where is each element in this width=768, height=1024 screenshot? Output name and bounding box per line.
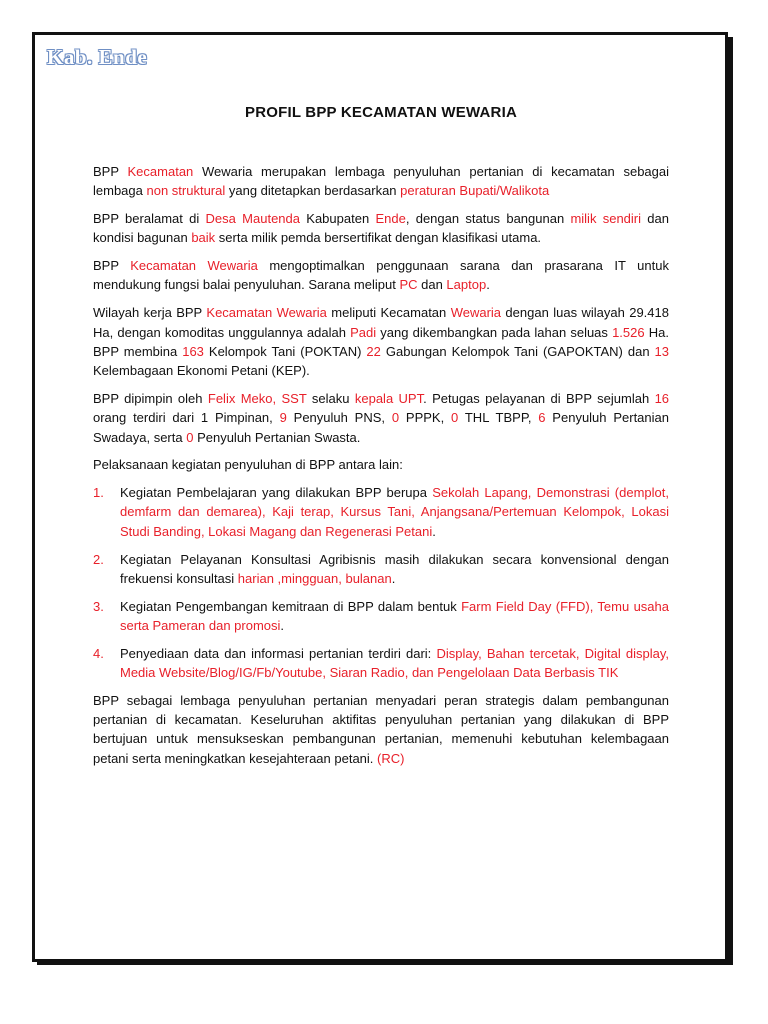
watermark-label: Kab. Ende — [47, 45, 148, 69]
highlight-run: 16 — [654, 390, 670, 406]
paragraph-work-area — [93, 303, 669, 380]
paragraph-staff — [93, 389, 669, 447]
list-number: 4. — [93, 645, 104, 661]
paragraph-closing — [93, 691, 669, 768]
paragraph-intro — [93, 162, 669, 201]
highlight-run: Desa Mautenda — [205, 211, 300, 227]
list-item — [93, 644, 669, 683]
list-number: 2. — [93, 551, 104, 567]
highlight-run: Felix Meko, SST — [207, 390, 307, 406]
text-run: orang terdiri dari 1 Pimpinan, — [93, 410, 280, 426]
text-run: BPP — [93, 258, 131, 274]
highlight-run: Wewaria — [450, 305, 502, 321]
text-run: Penyuluh Pertanian Swasta. — [193, 429, 361, 445]
text-run: Wewaria merupakan lembaga penyuluhan pertanian di kecamatan sebagai lembaga — [93, 164, 669, 199]
activities-list — [93, 483, 669, 682]
highlight-run: Display, Bahan tercetak, Digital display, Media Website/Blog/IG/Fb/Youtube, Siaran Radio, dan Pengelolaan Data Berbasis TIK — [120, 645, 670, 681]
highlight-run: harian ,mingguan, bulanan — [237, 570, 392, 586]
highlight-run: 22 — [366, 343, 381, 359]
text-run: Kelembagaan Ekonomi Petani (KEP). — [93, 363, 310, 379]
text-run: Kegiatan Pembelajaran yang dilakukan BPP berupa — [120, 485, 433, 501]
text-run: dengan luas wilayah 29.418 Ha, dengan komoditas unggulannya adalah — [93, 305, 669, 340]
text-run: selaku — [306, 390, 355, 406]
highlight-run: Ende — [375, 211, 406, 227]
text-run: meliputi Kecamatan — [326, 305, 451, 321]
text-run: . — [486, 277, 490, 293]
text-run: Ha. BPP membina — [93, 324, 669, 359]
text-run: Kabupaten — [300, 211, 376, 227]
text-run: BPP — [93, 164, 128, 179]
highlight-run: Kecamatan — [127, 164, 194, 179]
highlight-run: non struktural — [146, 183, 226, 199]
text-run: yang dikembangkan pada lahan seluas — [376, 324, 613, 340]
list-number: 3. — [93, 598, 104, 614]
highlight-run: kepala UPT — [354, 390, 424, 406]
highlight-run: 163 — [182, 343, 204, 359]
text-run: BPP sebagai lembaga penyuluhan pertanian menyadari peran strategis dalam pembangunan pertanian di kecamatan. Keseluruhan aktifitas penyuluhan pertanian yang dilakukan di BPP bertujuan untuk mensukseskan pembangunan pertanian, memenuhi kebutuhan kelembagaan petani serta meningkatkan kesejahteraan petani. — [93, 692, 669, 766]
highlight-run: 6 — [538, 410, 546, 426]
highlight-run: Padi — [350, 324, 377, 340]
highlight-run: Farm Field Day (FFD), Temu usaha serta Pameran dan promosi — [120, 598, 669, 633]
list-item — [93, 550, 669, 589]
list-number: 1. — [93, 485, 104, 501]
text-run: Penyediaan data dan informasi pertanian terdiri dari: — [120, 645, 437, 661]
page-border-shadow-bottom — [37, 959, 733, 965]
text-run: . — [280, 617, 285, 633]
highlight-run: 0 — [186, 429, 194, 445]
text-run: serta milik pemda bersertifikat dengan klasifikasi utama. — [215, 230, 542, 246]
document-body — [93, 162, 669, 777]
list-item — [93, 597, 669, 636]
highlight-run: peraturan Bupati/Walikota — [400, 183, 550, 199]
highlight-run: PC — [399, 277, 418, 293]
text-run: Penyuluh PNS, — [286, 410, 392, 426]
text-run: Gabungan Kelompok Tani (GAPOKTAN) dan — [380, 343, 655, 359]
paragraph-activities-intro: Pelaksanaan kegiatan penyuluhan di BPP antara lain: — [93, 457, 403, 473]
text-run: dan — [417, 277, 447, 293]
page-border-shadow-right — [727, 37, 733, 965]
text-run: Wilayah kerja BPP — [93, 305, 207, 321]
text-run: THL TBPP, — [458, 410, 539, 426]
text-run: BPP beralamat di — [93, 211, 206, 227]
paragraph-address — [93, 209, 669, 248]
highlight-run: milik sendiri — [570, 211, 642, 227]
page-title: PROFIL BPP KECAMATAN WEWARIA — [245, 104, 517, 121]
text-run: , dengan status bangunan — [405, 211, 571, 227]
text-run: Kegiatan Pengembangan kemitraan di BPP dalam bentuk — [120, 598, 462, 614]
text-run: dan kondisi bagunan — [93, 211, 669, 246]
text-run: BPP dipimpin oleh — [93, 390, 208, 406]
text-run: PPPK, — [399, 410, 452, 426]
highlight-run: 0 — [451, 410, 459, 426]
text-run: Kelompok Tani (POKTAN) — [203, 343, 367, 359]
highlight-run: Laptop — [446, 277, 487, 293]
text-run: . Petugas pelayanan di BPP sejumlah — [423, 390, 655, 406]
highlight-run: Sekolah Lapang, Demonstrasi (demplot, demfarm dan demarea), Kaji terap, Kursus Tani, Anjangsana/Pertemuan Kelompok, Lokasi Studi Banding, Lokasi Magang dan Regenerasi Petani — [120, 485, 669, 539]
highlight-run: 0 — [391, 410, 400, 426]
paragraph-facilities — [93, 256, 669, 295]
highlight-run: 1.526 — [612, 324, 645, 340]
highlight-run: Kecamatan Wewaria — [206, 305, 327, 321]
text-run: Kegiatan Pelayanan Konsultasi Agribisnis masih dilakukan secara konvensional dengan frekuensi konsultasi — [120, 551, 669, 586]
text-run: . — [432, 523, 436, 539]
text-run: mengoptimalkan penggunaan sarana dan prasarana IT untuk mendukung fungsi balai penyuluhan. Sarana meliput — [93, 258, 669, 293]
highlight-run: Kecamatan Wewaria — [130, 258, 258, 274]
text-run: yang ditetapkan berdasarkan — [225, 183, 401, 199]
highlight-run: baik — [191, 230, 216, 246]
list-item — [93, 483, 669, 541]
highlight-run: 9 — [279, 410, 287, 426]
highlight-run: 13 — [654, 343, 670, 359]
text-run: . — [391, 570, 396, 586]
text-run: Penyuluh Pertanian Swadaya, serta — [93, 410, 669, 445]
highlight-run: (RC) — [377, 750, 405, 766]
